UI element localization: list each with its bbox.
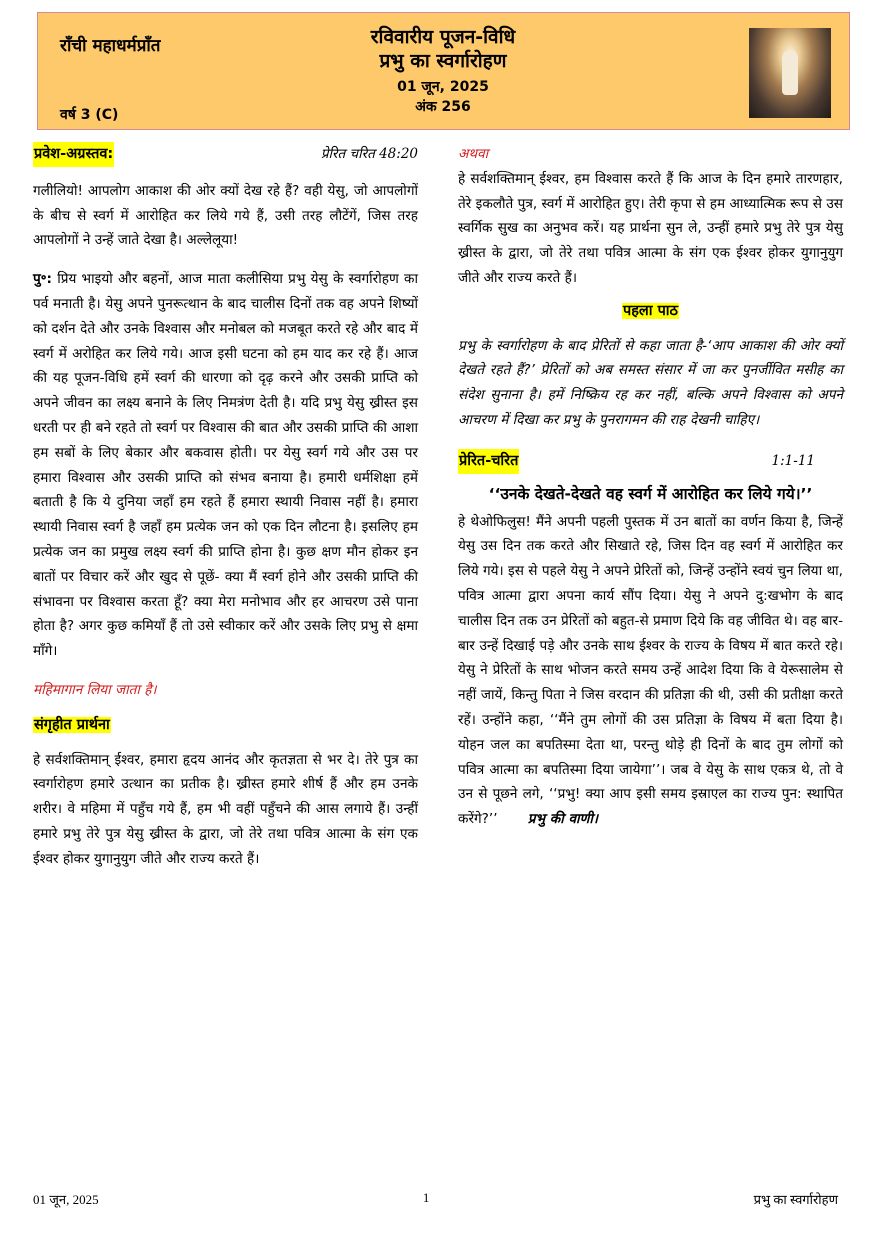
ascension-image [749,28,831,118]
christ-figure [782,50,798,95]
issue-date: 01 जून, 2025 [397,79,489,95]
year-cycle: वर्ष 3 (C) [60,107,119,123]
acts-header [458,449,843,474]
acts-reading-paragraph [458,510,843,832]
page-footer [33,1190,838,1208]
acts-title: ‘‘उनके देखते-देखते वह स्वर्ग में आरोहित कर लिये गये।’’ [488,484,813,503]
left-column [33,142,418,872]
diocese-name: राँची महाधर्मप्राँत [60,36,161,56]
first-reading-heading: पहला पाठ [623,302,678,319]
footer-title: प्रभु का स्वर्गारोहण [753,1192,838,1207]
alternative-label: अथवा [458,146,489,162]
acts-text: हे थेओफिलुस! मैंने अपनी पहली पुस्तक में उन बातों का वर्णन किया है, जिन्हें येसु उस दिन तक करते और सिखाते रहे, जिस दिन वह स्वर्ग में आरोहित कर लिये गये। इस से पहले येसु ने अपने प्रेरितों को, जिन्हें उन्होंने स्वयं चुन लिया था, पवित्र आत्मा द्वारा अपना कार्य सौंप दिया। येसु ने अपने दु:खभोग के बाद चालीस दिन तक उन प्रेरितों को बहुत-से प्रमाण दिये कि वह जीवित थे। वह बार-बार उन्हें दिखाई पड़े और उनके साथ ईश्वर के राज्य के विषय में बात करते रहे। येसु ने प्रेरितों के साथ भोजन करते समय उन्हें आदेश दिया कि वे येरूसालेम से नहीं जायें, किन्तु पिता ने जिस वरदान की प्रतिज्ञा की थी, उसी की प्रतीक्षा करते रहें। उन्होंने कहा, ‘‘मैंने तुम लोगों की उस प्रतिज्ञा के विषय में बता दिया है। योहन जल का बपतिस्मा देता था, परन्तु थोड़े ही दिनों के बाद तुम लोगों को पवित्र आत्मा का बपतिस्मा दिया जायेगा’’। जब वे येसु के साथ एकत्र थे, तो वे उन से पूछने लगे, ‘‘प्रभु! क्या आप इसी समय इस्राएल का राज्य पुन: स्थापित करेंगे?’’ [458,513,843,828]
liturgy-title: रविवारीय पूजन-विधि [370,26,516,48]
introduction-paragraph [33,267,418,664]
page-number: 1 [422,1190,430,1205]
word-of-lord: प्रभु की वाणी। [527,811,599,828]
issue-number: अंक 256 [415,99,471,115]
introduction-text: प्रिय भाइयो और बहनों, आज माता कलीसिया प्रभु येसु के स्वर्गारोहण का पर्व मनाती है। येसु अपने पुनरूत्थान के बाद चालीस दिनों तक वह अपने शिष्यों को दर्शन देते और उनके विश्वास और मनोबल को मजबूत करते रहे और बाद में स्वर्ग में अरोहित कर लिये गये। आज इसी घटना को हम याद कर रहे हैं। आज की यह पूजन-विधि हमें स्वर्ग की धारणा को दृढ़ करने और उसकी प्राप्ति को अपने जीवन का लक्ष्य बनाने के लिए निमत्रंण देती है। यदि प्रभु येसु ख्रीस्त इस धरती पर ही बने रहते तो स्वर्ग पर विश्वास की बात और उसकी प्राप्ति की आशा हम सबों के लिए बेकार और बकवास होती। पर येसु स्वर्ग गये और उस पर हमारा विश्वास और उसकी प्राप्ति को संभव बनाया है। हमारी धर्मशिक्षा हमें बताती है कि ये दुनिया जहाँ हम रहते हैं हमारा स्थायी निवास नहीं है। हमारा स्थायी निवास स्वर्ग है जहाँ हम प्रत्येक जन को एक दिन लौटना है। इसलिए हम प्रत्येक जन का प्रमुख लक्ष्य स्वर्ग की प्राप्ति होना है। कुछ क्षण मौन होकर इन बातों पर विचार करें और खुद से पूछें- क्या मैं स्वर्ग होने और उसकी प्राप्ति की संभावना पर विश्वास करता हूँ? क्या मेरा मनोभाव और हर आचरण उसे पाना होता है? अगर कुछ कमियाँ हैं तो उसे स्वीकार करें और उसके लिए प्रभु से क्षमा माँगे। [33,271,418,660]
footer-date: 01 जून, 2025 [33,1192,99,1207]
entrance-antiphon-header [33,142,418,167]
entrance-antiphon-reference: प्रेरित चरित 48:20 [320,146,418,162]
header-title-block [288,25,598,116]
first-reading-intro: प्रभु के स्वर्गारोहण के बाद प्रेरितों से कहा जाता है-‘आप आकाश की ओर क्यों देखते रहते हैं?’ प्रेरितों को अब समस्त संसार में जा कर पुनर्जीवित मसीह का संदेश सुनाना है। हमें निष्क्रिय रह कर नहीं, बल्कि अपने विश्वास को अपने आचरण में दिखा कर प्रभु के पुनरागमन की राह देखनी चाहिए। [458,337,843,428]
collect-text: हे सर्वशक्तिमान् ईश्वर, हमारा हृदय आनंद और कृतज्ञता से भर दे। तेरे पुत्र का स्वर्गारोहण हमारे उत्थान का प्रतीक है। ख्रीस्त हमारे शीर्ष हैं और हम उनके शरीर। वे महिमा में पहुँच गये हैं, हम भी वहीं पहुँचने की आस लगाये हैं। उन्हीं हमारे प्रभु तेरे पुत्र येसु ख्रीस्त के द्वारा, जो तेरे तथा पवित्र आत्मा के संग एक ईश्वर होकर युगानुयुग जीते और राज्य करते हैं। [33,751,418,867]
priest-label: पु॰: [33,271,52,288]
entrance-antiphon-heading: प्रवेश-अग्रस्तव: [33,142,114,167]
acts-heading: प्रेरित-चरित [458,449,519,474]
acts-reference: 1:1-11 [771,452,815,469]
right-column [458,142,843,832]
page-header [37,12,850,130]
feast-title: प्रभु का स्वर्गारोहण [379,50,507,72]
collect-heading: संगृहीत प्रार्थना [34,716,110,733]
alternative-collect-text: हे सर्वशक्तिमान् ईश्वर, हम विश्वास करते हैं कि आज के दिन हमारे तारणहार, तेरे इकलौते पुत्र, स्वर्ग में आरोहित हुए। तेरी कृपा से हम आध्यात्मिक रूप से उस स्वर्गिक सुख का अनुभव करें। यह प्रार्थना सुन ले, उन्हीं हमारे प्रभु तेरे पुत्र येसु ख्रीस्त के द्वारा, जो तेरे तथा पवित्र आत्मा के संग एक ईश्वर होकर युगानुयुग जीते और राज्य करते हैं। [458,170,843,286]
gloria-note: महिमागान लिया जाता है। [33,681,157,698]
entrance-antiphon-text: गलीलियो! आपलोग आकाश की ओर क्यों देख रहे हैं? वही येसु, जो आपलोगों के बीच से स्वर्ग में आरोहित कर लिये गये हैं, उसी तरह लौटेंगें, जिस तरह आपलोगों ने उन्हें जाते देखा है। अल्लेलूया! [33,182,418,249]
